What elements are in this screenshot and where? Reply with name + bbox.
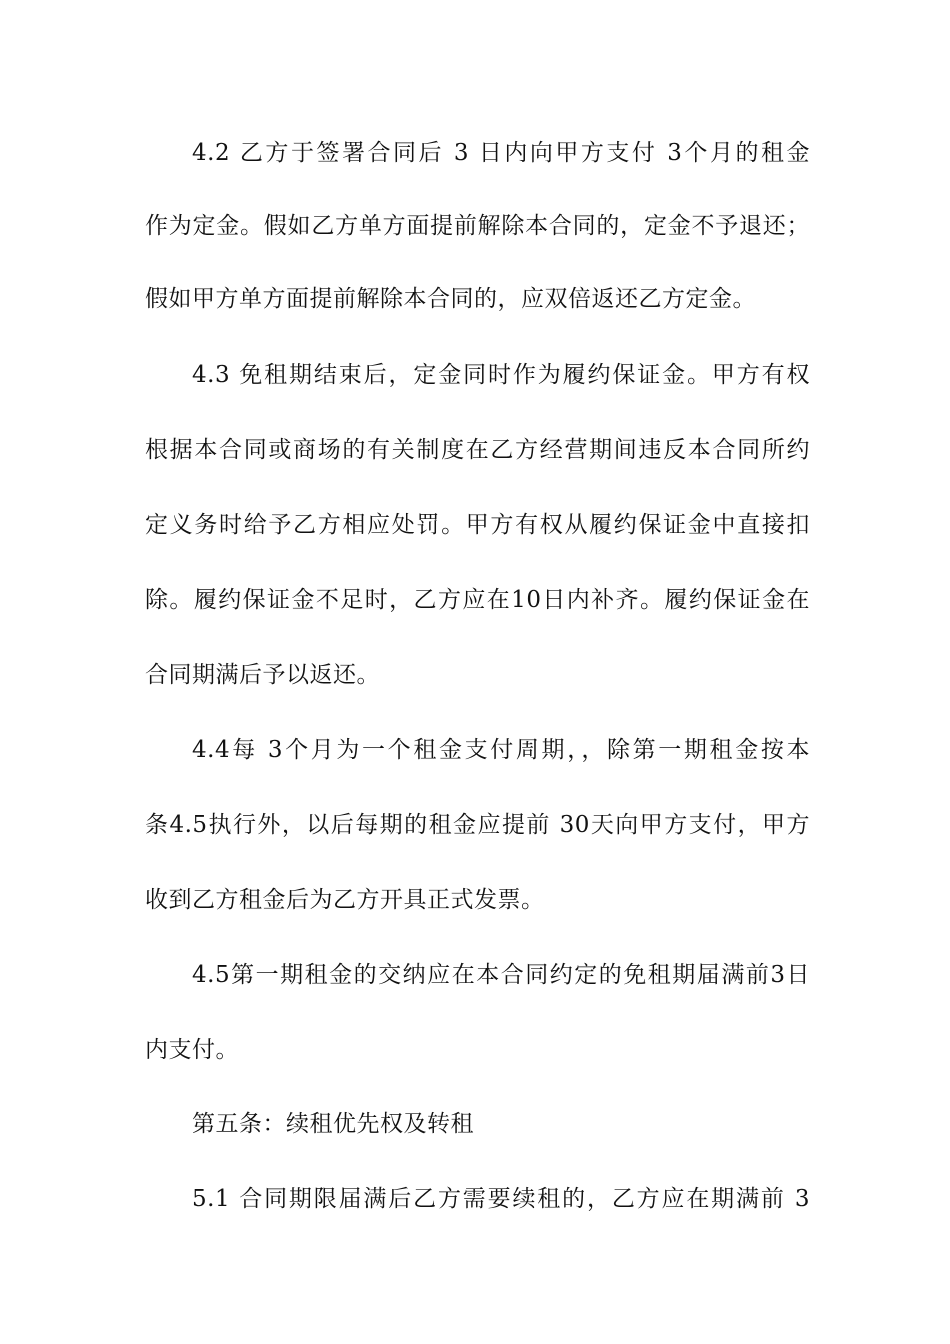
text-line: 定义务时给予乙方相应处罚。甲方有权从履约保证金中直接扣 [145,512,810,538]
text-line: 5.1 合同期限届满后乙方需要续租的，乙方应在期满前 3 [192,1186,810,1212]
text-line: 4.3 免租期结束后，定金同时作为履约保证金。甲方有权 [192,362,810,388]
text-line: 合同期满后予以返还。 [145,662,380,688]
text-line: 4.2 乙方于签署合同后 3 日内向甲方支付 3个月的租金 [192,140,810,166]
text-line: 作为定金。假如乙方单方面提前解除本合同的，定金不予退还； [145,213,810,239]
text-line: 假如甲方单方面提前解除本合同的，应双倍返还乙方定金。 [145,286,756,312]
text-line: 内支付。 [145,1037,239,1063]
text-line: 4.5第一期租金的交纳应在本合同约定的免租期届满前3日 [192,962,810,988]
text-line: 4.4每 3个月为一个租金支付周期，，除第一期租金按本 [192,737,810,763]
text-line: 收到乙方租金后为乙方开具正式发票。 [145,887,545,913]
text-line: 条4.5执行外，以后每期的租金应提前 30天向甲方支付，甲方 [145,812,810,838]
text-line: 根据本合同或商场的有关制度在乙方经营期间违反本合同所约 [145,437,810,463]
text-line: 除。履约保证金不足时，乙方应在10日内补齐。履约保证金在 [145,587,810,613]
section-heading: 第五条：续租优先权及转租 [192,1111,474,1137]
